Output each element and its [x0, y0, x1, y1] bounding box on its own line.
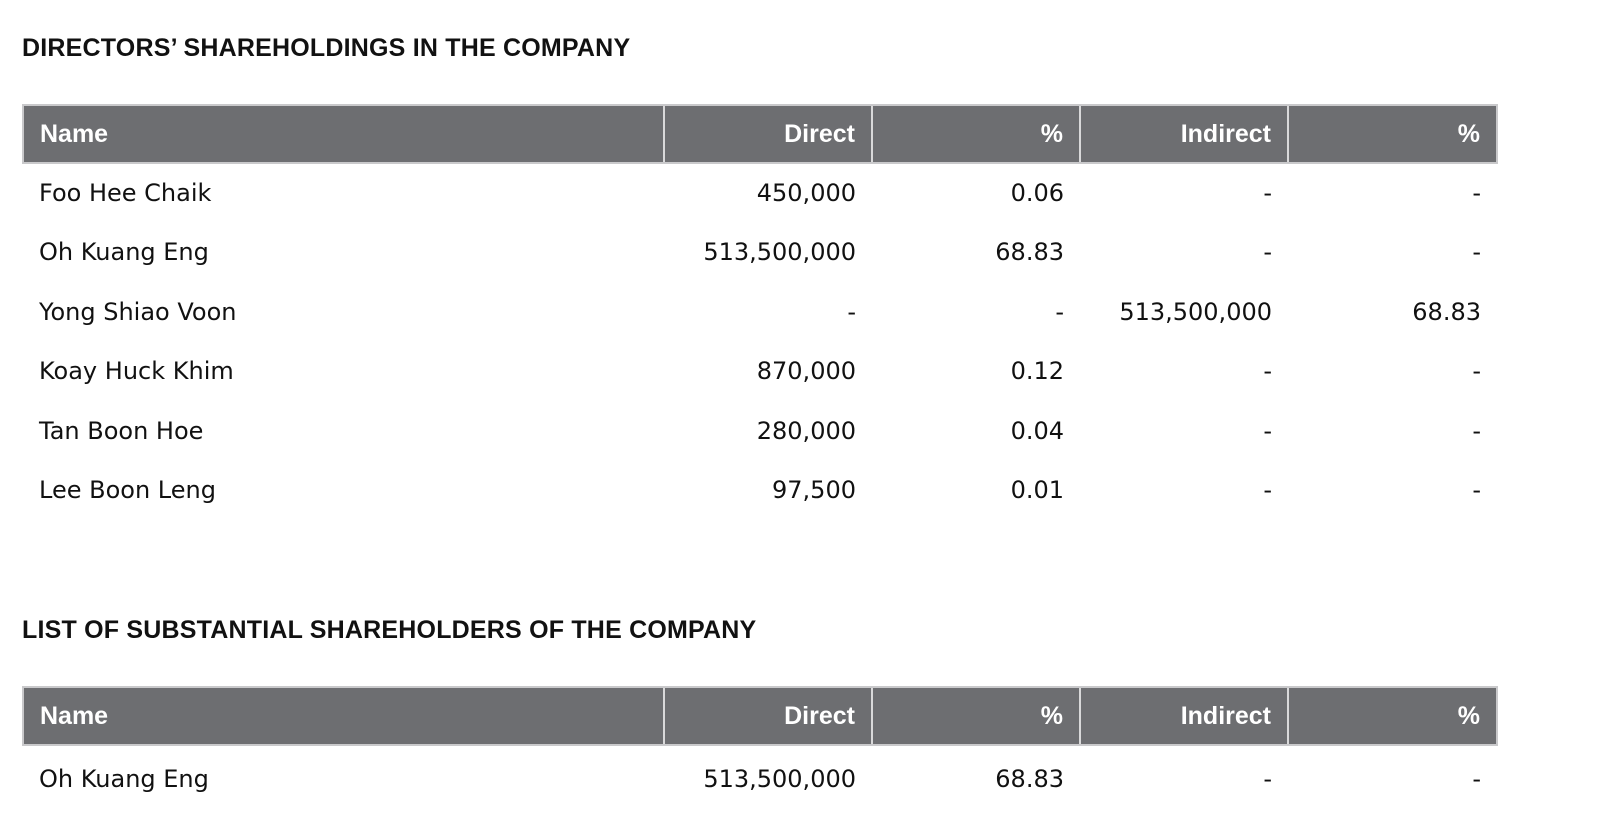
- substantial-shareholders-table: [22, 686, 1498, 811]
- cell-direct: 280,000: [756, 416, 856, 445]
- cell-name: Koay Huck Khim: [39, 357, 234, 386]
- table-header: [23, 687, 1497, 745]
- directors-shareholdings-table: [22, 104, 1498, 520]
- cell-indirect: -: [1263, 238, 1272, 267]
- cell-direct: 97,500: [772, 476, 856, 505]
- cell-direct: 513,500,000: [703, 764, 856, 793]
- column-header-indirect: Indirect: [1080, 105, 1288, 163]
- cell-direct-percent: 0.12: [1010, 357, 1064, 386]
- cell-indirect: -: [1263, 764, 1272, 793]
- header-row: [23, 687, 1497, 745]
- column-header-direct: Direct: [664, 687, 872, 745]
- column-header-indirect: Indirect: [1080, 687, 1288, 745]
- cell-indirect-percent: -: [1472, 238, 1481, 267]
- cell-name: Oh Kuang Eng: [39, 764, 209, 793]
- column-header-name: Name: [23, 687, 664, 745]
- cell-direct: 513,500,000: [703, 238, 856, 267]
- cell-direct-percent: 68.83: [995, 238, 1064, 267]
- table-row: [23, 163, 1497, 223]
- table-row: [23, 223, 1497, 283]
- cell-direct: 450,000: [756, 179, 856, 208]
- cell-indirect-percent: 68.83: [1412, 297, 1481, 326]
- cell-indirect-percent: -: [1472, 476, 1481, 505]
- cell-direct-percent: 0.04: [1010, 416, 1064, 445]
- table-header: [23, 105, 1497, 163]
- column-header-direct-percent: %: [872, 105, 1080, 163]
- cell-name: Foo Hee Chaik: [39, 179, 212, 208]
- cell-direct: 870,000: [756, 357, 856, 386]
- cell-direct-percent: 0.06: [1010, 179, 1064, 208]
- column-header-direct-percent: %: [872, 687, 1080, 745]
- cell-indirect: -: [1263, 179, 1272, 208]
- cell-indirect: -: [1263, 416, 1272, 445]
- table-body: [23, 163, 1497, 520]
- substantial-shareholders-title: LIST OF SUBSTANTIAL SHAREHOLDERS OF THE COMPANY: [22, 616, 757, 644]
- cell-indirect: -: [1263, 357, 1272, 386]
- cell-indirect-percent: -: [1472, 764, 1481, 793]
- cell-indirect-percent: -: [1472, 416, 1481, 445]
- table-body: [23, 745, 1497, 811]
- header-row: [23, 105, 1497, 163]
- directors-shareholdings-title: DIRECTORS’ SHAREHOLDINGS IN THE COMPANY: [22, 34, 631, 62]
- cell-name: Yong Shiao Voon: [39, 297, 237, 326]
- table-row: [23, 401, 1497, 461]
- cell-indirect-percent: -: [1472, 357, 1481, 386]
- table-row: [23, 745, 1497, 811]
- cell-indirect: 513,500,000: [1119, 297, 1272, 326]
- cell-direct-percent: -: [1055, 297, 1064, 326]
- table-row: [23, 342, 1497, 402]
- column-header-direct: Direct: [664, 105, 872, 163]
- cell-direct: -: [847, 297, 856, 326]
- cell-indirect: -: [1263, 476, 1272, 505]
- table-row: [23, 461, 1497, 521]
- cell-name: Tan Boon Hoe: [39, 416, 204, 445]
- table-row: [23, 282, 1497, 342]
- cell-indirect-percent: -: [1472, 179, 1481, 208]
- column-header-name: Name: [23, 105, 664, 163]
- cell-name: Oh Kuang Eng: [39, 238, 209, 267]
- cell-direct-percent: 68.83: [995, 764, 1064, 793]
- cell-name: Lee Boon Leng: [39, 476, 216, 505]
- column-header-indirect-percent: %: [1288, 105, 1497, 163]
- column-header-indirect-percent: %: [1288, 687, 1497, 745]
- cell-direct-percent: 0.01: [1010, 476, 1064, 505]
